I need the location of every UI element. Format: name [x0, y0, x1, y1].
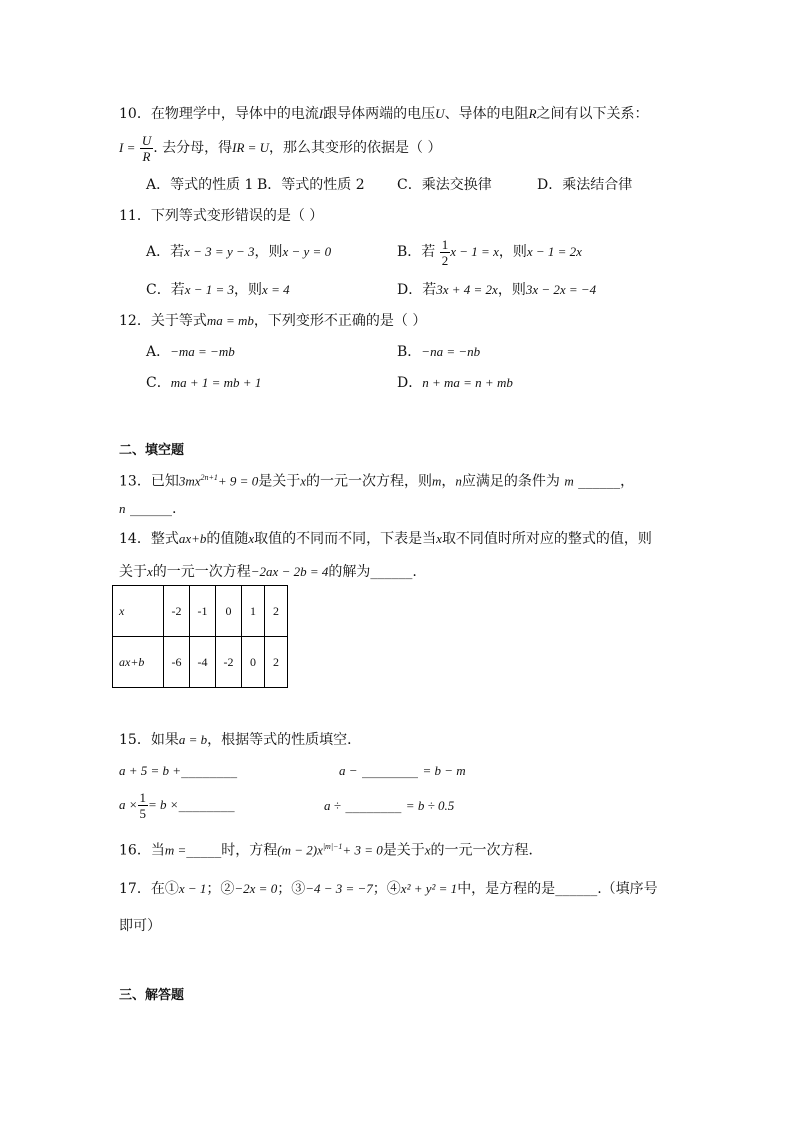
q12-option-d: D．n + ma = n + mb: [397, 375, 513, 391]
table-cell: 2: [265, 586, 288, 637]
q14-blank[interactable]: ______: [370, 564, 413, 580]
q15-blank-2[interactable]: ________: [361, 763, 418, 779]
q13-blank-n[interactable]: ______: [129, 501, 172, 517]
q10-stem-line1: 10．在物理学中，导体中的电流I跟导体两端的电压U、导体的电阻R之间有以下关系：: [119, 106, 649, 122]
table-header-x: x: [113, 586, 164, 637]
table-cell: 2: [265, 637, 288, 688]
q11-option-d: D．若3x + 4 = 2x，则3x − 2x = −4: [397, 282, 597, 298]
q15-blank-1[interactable]: ________: [181, 763, 238, 779]
q10-option-d: D．乘法结合律: [537, 177, 633, 193]
q16-blank[interactable]: _____: [186, 842, 222, 859]
table-cell: -6: [164, 637, 190, 688]
table-cell: -2: [216, 637, 242, 688]
q15-row2-right: a ÷ ________ = b ÷ 0.5: [324, 798, 455, 814]
q15-blank-3[interactable]: ________: [178, 797, 235, 813]
q12-option-b: B．−na = −nb: [397, 344, 481, 360]
section-fill-in-blank: 二、填空题: [119, 443, 185, 458]
q16-line: 16．当m =_____时，方程$(m - 2)x^{|m|-1}+ 3 = 0$是关于x的一元一次方程．: [119, 842, 543, 859]
q17-blank[interactable]: ______: [555, 881, 598, 897]
table-cell: -4: [190, 637, 216, 688]
q13-blank-m[interactable]: ______: [578, 473, 621, 490]
q10-fraction: $\frac{U}{R}$: [141, 132, 152, 164]
q11-option-b: B．若 $\frac{1}{2}$ x − 1 = x，则x − 1 = 2x: [397, 236, 582, 268]
q12-option-a: A．−ma = −mb: [146, 344, 235, 360]
q11-option-c: C．若x − 1 = 3，则x = 4: [146, 282, 290, 298]
q15-row1-left: a + 5 = b +________: [119, 763, 238, 779]
q17-line2: 即可）: [119, 918, 161, 934]
q14-line1: 14．整式ax+b的值随x取值的不同而不同，下表是当x取不同值时所对应的整式的值，则: [119, 531, 652, 547]
table-row: [113, 637, 288, 688]
q11-option-a: A．若x − 3 = y − 3，则x − y = 0: [146, 244, 332, 260]
q12-stem: 12．关于等式ma = mb，下列变形不正确的是（ ）: [119, 313, 427, 329]
table-cell: 0: [242, 637, 265, 688]
q15-blank-4[interactable]: ________: [345, 798, 402, 814]
q10-stem-line2: I = $\frac{U}{R}$ . 去分母，得IR = U，那么其变形的依据是（ ）: [119, 132, 442, 164]
q10-option-c: C．乘法交换律: [397, 177, 492, 193]
q10-option-b: B．等式的性质 2: [257, 177, 365, 193]
q15-row2-left: a × $\frac{1}{5}$ = b ×________: [119, 789, 235, 821]
table-header-axb: ax+b: [113, 637, 164, 688]
q11-stem: 11．下列等式变形错误的是（ ）: [119, 208, 324, 224]
section-answer-questions: 三、解答题: [119, 988, 185, 1003]
q13-line2: n ______.: [119, 501, 177, 517]
table-cell: 0: [216, 586, 242, 637]
table-cell: -1: [190, 586, 216, 637]
q15-row1-right: a − ________ = b − m: [339, 763, 466, 779]
q15-fraction: $\frac{1}{5}$: [139, 789, 147, 821]
q14-value-table: [112, 585, 288, 688]
table-cell: 1: [242, 586, 265, 637]
q11-b-fraction: $\frac{1}{2}$: [441, 236, 449, 268]
q17-line1: 17．在①x − 1；②−2x = 0；③−4 − 3 = −7；④x² + y² = 1中，是方程的是______.（填序号: [119, 881, 658, 897]
q15-stem: 15．如果a = b，根据等式的性质填空．: [119, 732, 362, 748]
q14-line2: 关于x的一元一次方程−2ax − 2b = 4的解为______.: [119, 564, 417, 580]
table-row: [113, 586, 288, 637]
q12-option-c: C．ma + 1 = mb + 1: [146, 375, 262, 391]
q10-option-a: A．等式的性质 1: [146, 177, 254, 193]
q13-line1: 13．已知$3mx^{2n+1}+ 9 = 0$是关于x的一元一次方程，则m，n应满足的条件为 m ______，: [119, 473, 635, 490]
table-cell: -2: [164, 586, 190, 637]
